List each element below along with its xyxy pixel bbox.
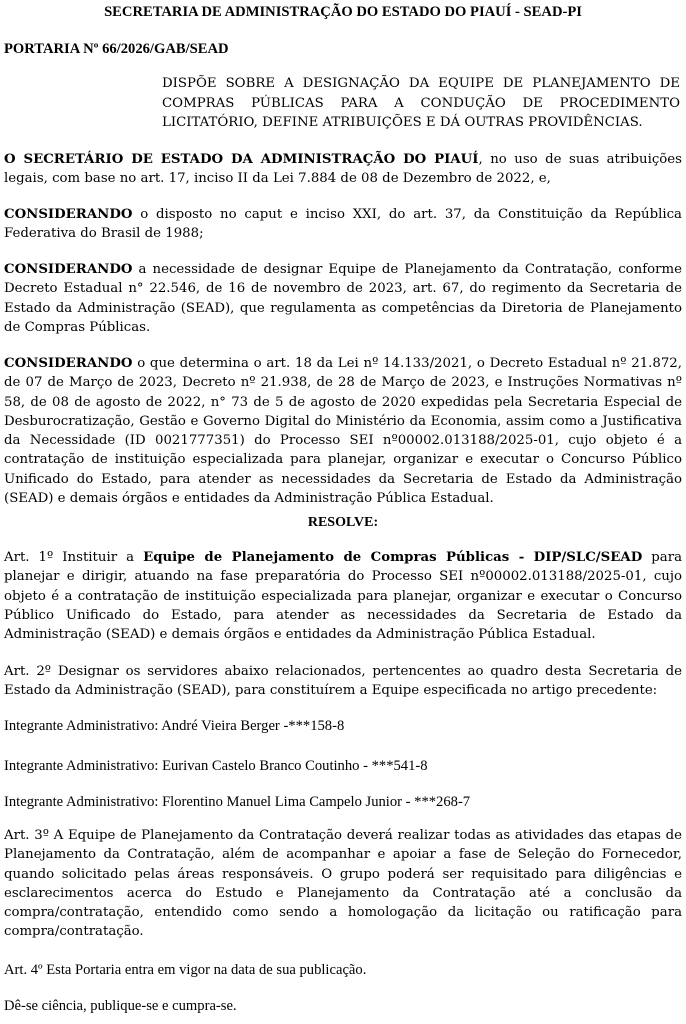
- preamble-paragraph: [4, 150, 682, 189]
- considerando-text: o que determina o art. 18 da Lei nº 14.133/2021, o Decreto Estadual nº 21.872, de 07 de Março de 2023, Decreto nº 21.938, de 28 de Março de 2023, e Instruções Normativas nº 58, de 08 de agosto de 2022, n° 73 de 5 de agosto de 2020 expedidas pela Secretaria Especial de Desburocratização, Gestão e Governo Digital do Ministério da Economia, assim como a Justificativa da Necessidade (ID 0021777351) do Processo SEI nº00002.013188/2025-01, cujo objeto é a contratação de instituição especializada para planejar, organizar e executar o Concurso Público Unificado do Estado, para atender as necessidades da Secretaria de Estado da Administração (SEAD) e demais órgãos e entidades da Administração Pública Estadual.: [4, 356, 682, 507]
- integrante-item: Integrante Administrativo: Eurivan Castelo Branco Coutinho - ***541-8: [4, 758, 428, 774]
- art1-team-name: Equipe de Planejamento de Compras Públicas - DIP/SLC/SEAD: [143, 550, 643, 565]
- art2-paragraph: Art. 2º Designar os servidores abaixo relacionados, pertencentes ao quadro desta Secretaria de Estado da Administração (SEAD), para constituírem a Equipe especificada no artigo precedente:: [4, 664, 682, 699]
- art4-paragraph: Art. 4º Esta Portaria entra em vigor na data de sua publicação.: [4, 962, 367, 978]
- considerando-keyword: CONSIDERANDO: [4, 262, 133, 277]
- art1-prefix: Art. 1º Instituir a: [4, 550, 144, 565]
- considerando-2-paragraph: [4, 260, 682, 337]
- document-header: SECRETARIA DE ADMINISTRAÇÃO DO ESTADO DO PIAUÍ - SEAD-PI: [104, 4, 582, 20]
- ementa-line: DISPÕE SOBRE A DESIGNAÇÃO DA EQUIPE DE PLANEJAMENTO DE: [162, 76, 680, 91]
- integrante-item: Integrante Administrativo: André Vieira Berger -***158-8: [4, 718, 345, 734]
- portaria-number: PORTARIA Nº 66/2026/GAB/SEAD: [4, 41, 229, 57]
- considerando-keyword: CONSIDERANDO: [4, 207, 133, 222]
- preamble-bold: O SECRETÁRIO DE ESTADO DA ADMINISTRAÇÃO DO PIAUÍ: [4, 152, 479, 167]
- resolve-heading: RESOLVE:: [307, 515, 379, 530]
- considerando-1-paragraph: [4, 205, 682, 244]
- considerando-keyword: CONSIDERANDO: [4, 356, 133, 371]
- considerando-text: o disposto no caput e inciso XXI, do art. 37, da Constituição da República Federativa do Brasil de 1988;: [4, 207, 682, 242]
- art1-text: para planejar e dirigir, atuando na fase preparatória do Processo SEI nº00002.013188/2025-01, cujo objeto é a contratação de instituição especializada para planejar, organizar e executar o Concurso Público Unificado do Estado, para atender as necessidades da Secretaria de Estado da Administração (SEAD) e demais órgãos e entidades da Administração Pública Estadual.: [4, 550, 683, 643]
- ementa-line: COMPRAS PÚBLICAS PARA A CONDUÇÃO DE PROCEDIMENTO: [162, 95, 680, 111]
- considerando-3-paragraph: [4, 354, 682, 508]
- art3-paragraph: Art. 3º A Equipe de Planejamento da Contratação deverá realizar todas as atividades das etapas de Planejamento da Contratação, além de acompanhar e apoiar a fase de Seleção do Fornecedor, quando solicitado pelas áreas responsáveis. O grupo poderá ser requisitado para diligências e esclarecimentos acerca do Estudo e Planejamento da Contratação até a conclusão da compra/contratação, entendido como sendo a homologação da licitação ou ratificação para compra/contratação.: [4, 828, 682, 940]
- integrante-item: Integrante Administrativo: Florentino Manuel Lima Campelo Junior - ***268-7: [4, 794, 471, 810]
- ementa: [162, 74, 680, 133]
- art1-paragraph: [4, 548, 682, 644]
- preamble-text: , no uso de suas atribuições legais, com base no art. 17, inciso II da Lei 7.884 de 08 de Dezembro de 2022, e,: [4, 152, 682, 187]
- closing-paragraph: Dê-se ciência, publique-se e cumpra-se.: [4, 998, 237, 1014]
- considerando-text: a necessidade de designar Equipe de Planejamento da Contratação, conforme Decreto Estadual n° 22.546, de 16 de novembro de 2023, art. 67, do regimento da Secretaria de Estado da Administração (SEAD), que regulamenta as competências da Diretoria de Planejamento de Compras Públicas.: [4, 262, 682, 335]
- ementa-line: LICITATÓRIO, DEFINE ATRIBUIÇÕES E DÁ OUTRAS PROVIDÊNCIAS.: [162, 115, 643, 130]
